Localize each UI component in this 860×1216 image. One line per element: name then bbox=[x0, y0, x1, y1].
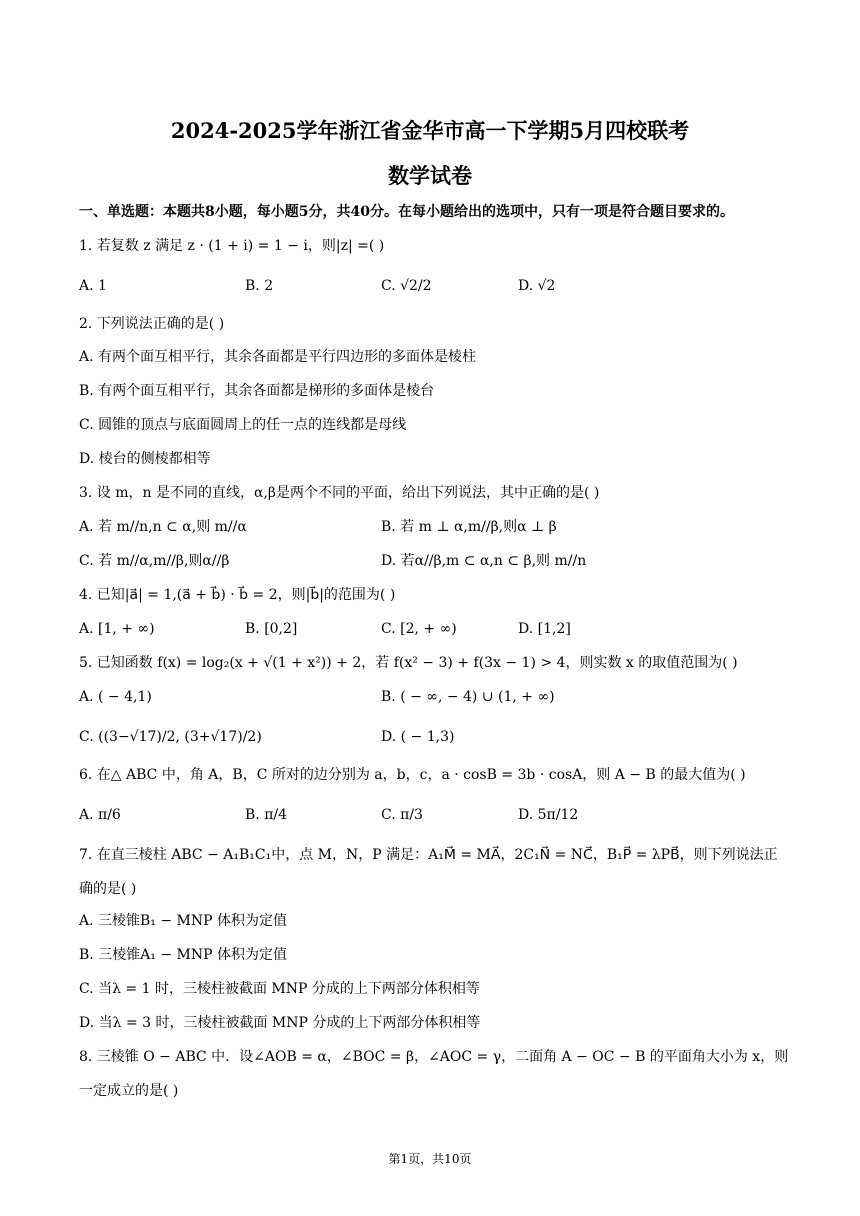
question-3-option-a: A. 若 m//n,n ⊂ α,则 m//α bbox=[79, 519, 247, 535]
question-5-option-a: A. ( − 4,1) bbox=[79, 689, 152, 705]
question-5-option-b: B. ( − ∞, − 4) ∪ (1, + ∞) bbox=[381, 689, 555, 705]
page-footer: 第1页，共10页 bbox=[388, 1152, 472, 1166]
question-7-stem: 7. 在直三棱柱 ABC − A₁B₁C₁中，点 M，N，P 满足：A₁M⃗ = MA⃗，2C₁N⃗ = NC⃗，B₁P⃗ = λPB⃗，则下列说法正 bbox=[79, 847, 778, 863]
question-3-option-c: C. 若 m//α,m//β,则α//β bbox=[79, 553, 230, 569]
question-2-option-a: A. 有两个面互相平行，其余各面都是平行四边形的多面体是棱柱 bbox=[79, 349, 477, 365]
question-4-stem: 4. 已知|a⃗| = 1,(a⃗ + b⃗) · b⃗ = 2，则|b⃗|的范围为( ) bbox=[79, 587, 396, 603]
question-1-stem: 1. 若复数 z 满足 z · (1 + i) = 1 − i，则|z| =( ) bbox=[79, 238, 385, 254]
page-title: 2024-2025学年浙江省金华市高一下学期5月四校联考 bbox=[170, 118, 690, 143]
page-subtitle: 数学试卷 bbox=[388, 163, 472, 188]
question-4-option-d: D. [1,2] bbox=[518, 621, 571, 637]
question-1-option-c: C. √2/2 bbox=[381, 278, 432, 294]
question-3-option-d: D. 若α//β,m ⊂ α,n ⊂ β,则 m//n bbox=[381, 553, 587, 569]
question-5-stem: 5. 已知函数 f(x) = log₂(x + √(1 + x²)) + 2，若 f(x² − 3) + f(3x − 1) > 4，则实数 x 的取值范围为( ) bbox=[79, 655, 738, 671]
section-heading: 一、单选题：本题共8小题，每小题5分，共40分。在每小题给出的选项中，只有一项是符合题目要求的。 bbox=[79, 204, 734, 220]
question-2-option-c: C. 圆锥的顶点与底面圆周上的任一点的连线都是母线 bbox=[79, 417, 407, 433]
question-3-stem: 3. 设 m，n 是不同的直线，α,β是两个不同的平面，给出下列说法，其中正确的是( ) bbox=[79, 485, 600, 501]
question-8-stem: 8. 三棱锥 O − ABC 中．设∠AOB = α，∠BOC = β，∠AOC = γ，二面角 A − OC − B 的平面角大小为 x，则 bbox=[79, 1049, 789, 1065]
question-4-option-c: C. [2, + ∞) bbox=[381, 621, 457, 637]
question-6-option-c: C. π/3 bbox=[381, 807, 423, 823]
question-2-option-b: B. 有两个面互相平行，其余各面都是梯形的多面体是棱台 bbox=[79, 383, 435, 399]
question-1-option-a: A. 1 bbox=[79, 278, 107, 294]
question-8-stem-cont: 一定成立的是( ) bbox=[79, 1083, 179, 1099]
question-2-stem: 2. 下列说法正确的是( ) bbox=[79, 316, 225, 332]
question-6-stem: 6. 在△ ABC 中，角 A，B，C 所对的边分别为 a，b，c，a · cosB = 3b · cosA，则 A − B 的最大值为( ) bbox=[79, 767, 746, 783]
question-2-option-d: D. 棱台的侧棱都相等 bbox=[79, 451, 211, 467]
question-7-option-d: D. 当λ = 3 时，三棱柱被截面 MNP 分成的上下两部分体积相等 bbox=[79, 1015, 481, 1031]
question-1-option-b: B. 2 bbox=[245, 278, 274, 294]
question-7-option-b: B. 三棱锥A₁ − MNP 体积为定值 bbox=[79, 947, 287, 963]
question-3-option-b: B. 若 m ⊥ α,m//β,则α ⊥ β bbox=[381, 519, 557, 535]
question-6-option-a: A. π/6 bbox=[79, 807, 121, 823]
question-5-option-c: C. ((3−√17)/2, (3+√17)/2) bbox=[79, 729, 262, 745]
question-6-option-d: D. 5π/12 bbox=[518, 807, 579, 823]
question-1-option-d: D. √2 bbox=[518, 278, 556, 294]
question-5-option-d: D. ( − 1,3) bbox=[381, 729, 455, 745]
question-4-option-b: B. [0,2] bbox=[245, 621, 298, 637]
question-7-stem-cont: 确的是( ) bbox=[79, 881, 137, 897]
question-7-option-c: C. 当λ = 1 时，三棱柱被截面 MNP 分成的上下两部分体积相等 bbox=[79, 981, 480, 997]
question-4-option-a: A. [1, + ∞) bbox=[79, 621, 155, 637]
question-7-option-a: A. 三棱锥B₁ − MNP 体积为定值 bbox=[79, 913, 287, 929]
question-6-option-b: B. π/4 bbox=[245, 807, 288, 823]
